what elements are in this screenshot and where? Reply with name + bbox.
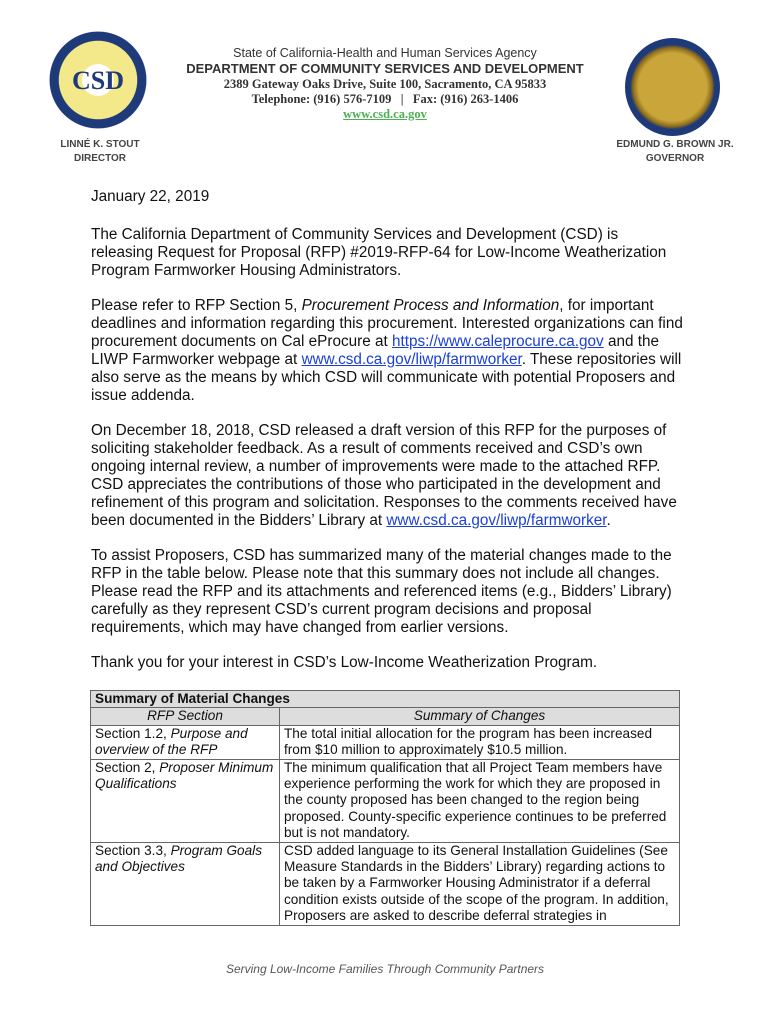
text-segment: The California Department of Community Services and Development (CSD) is releasing Request for Proposal (RFP) #2019-RFP-64 for Low-Income Weatherization Program Farmworker Housing Administrators. <box>91 226 667 279</box>
text-segment: Please refer to RFP Section 5, <box>91 297 302 314</box>
table-row <box>91 759 680 842</box>
governor-title: GOVERNOR <box>645 153 705 164</box>
summary-table <box>90 690 680 926</box>
text-segment: To assist Proposers, CSD has summarized many of the material changes made to the RFP in the table below. Please note that this summary does not include all changes. Please read the RFP and its attachments and referenced items (e.g., Bidders’ Library) carefully as they represent CSD’s current program decisions and proposal requirements, which may have changed from earlier versions. <box>91 547 672 636</box>
section-title: Proposer Minimum Qualifications <box>95 759 274 792</box>
column-header-summary: Summary of Changes <box>280 708 680 725</box>
column-header-section: RFP Section <box>91 708 280 725</box>
summary-cell: The minimum qualification that all Project Team members have experience performing the work for which they are proposed in the county proposed has been changed to the region being proposed. County-specific experience continues to be preferred but is not mandatory. <box>280 759 680 842</box>
section-cell <box>91 725 280 759</box>
footer-tagline: Serving Low-Income Families Through Community Partners <box>225 962 545 976</box>
phone-fax: Telephone: (916) 576-7109 | Fax: (916) 263-1406 <box>251 92 519 106</box>
section-title: Program Goals and Objectives <box>95 842 262 875</box>
text-segment: and the LIWP Farmworker webpage at <box>91 333 660 368</box>
address: 2389 Gateway Oaks Drive, Suite 100, Sacramento, CA 95833 <box>223 77 547 91</box>
paragraph <box>91 422 683 530</box>
governor-name: EDMUND G. BROWN JR. <box>616 139 734 150</box>
paragraph <box>91 654 683 672</box>
department-name: DEPARTMENT OF COMMUNITY SERVICES AND DEVELOPMENT <box>186 61 584 76</box>
link[interactable]: www.csd.ca.gov/liwp/farmworker <box>301 351 522 368</box>
text-segment: On December 18, 2018, CSD released a draft version of this RFP for the purposes of soliciting stakeholder feedback. As a result of comments received and CSD’s own ongoing internal review, a number of improvements were made to the attached RFP. CSD appreciates the contributions of those who participated in the development and refinement of this program and solicitation. Responses to the comments received have been documented in the Bidders’ Library at <box>91 422 677 529</box>
paragraph <box>91 297 683 405</box>
text-segment: . These repositories will also serve as the means by which CSD will communicate with potential Proposers and issue addenda. <box>91 351 682 404</box>
table-row <box>91 725 680 759</box>
table-title: Summary of Material Changes <box>91 691 680 708</box>
director-name: LINNÉ K. STOUT <box>60 139 140 150</box>
section-number: Section 2, <box>95 759 160 775</box>
summary-cell: CSD added language to its General Installation Guidelines (See Measure Standards in the Bidders’ Library) regarding actions to be taken by a Farmworker Housing Administrator if a deferral condition exists outside of the scope of the program. In addition, Proposers are asked to describe deferral strategies in <box>280 842 680 925</box>
section-cell <box>91 842 280 925</box>
link[interactable]: www.csd.ca.gov/liwp/farmworker <box>386 512 607 529</box>
text-segment: , for important deadlines and information regarding this procurement. Interested organizations can find procurement documents on Cal eProcure at <box>91 297 683 350</box>
paragraph <box>91 226 683 280</box>
link[interactable]: https://www.caleprocure.ca.gov <box>392 333 604 350</box>
text-segment: . <box>606 512 611 529</box>
website-link[interactable]: www.csd.ca.gov <box>343 107 427 121</box>
logo-text: CSD <box>71 66 124 95</box>
section-number: Section 3.3, <box>95 842 171 858</box>
letter-date: January 22, 2019 <box>91 188 210 205</box>
paragraph <box>91 547 683 637</box>
agency-line: State of California-Health and Human Services Agency <box>233 46 537 60</box>
text-segment: Thank you for your interest in CSD’s Low-Income Weatherization Program. <box>91 654 598 671</box>
section-title: Purpose and overview of the RFP <box>95 725 248 758</box>
letter-body <box>91 188 683 689</box>
summary-cell: The total initial allocation for the program has been increased from $10 million to approximately $10.5 million. <box>280 725 680 759</box>
table-row <box>91 842 680 925</box>
section-number: Section 1.2, <box>95 725 171 741</box>
section-cell <box>91 759 280 842</box>
director-title: DIRECTOR <box>73 153 127 164</box>
text-segment: Procurement Process and Information <box>301 297 560 314</box>
